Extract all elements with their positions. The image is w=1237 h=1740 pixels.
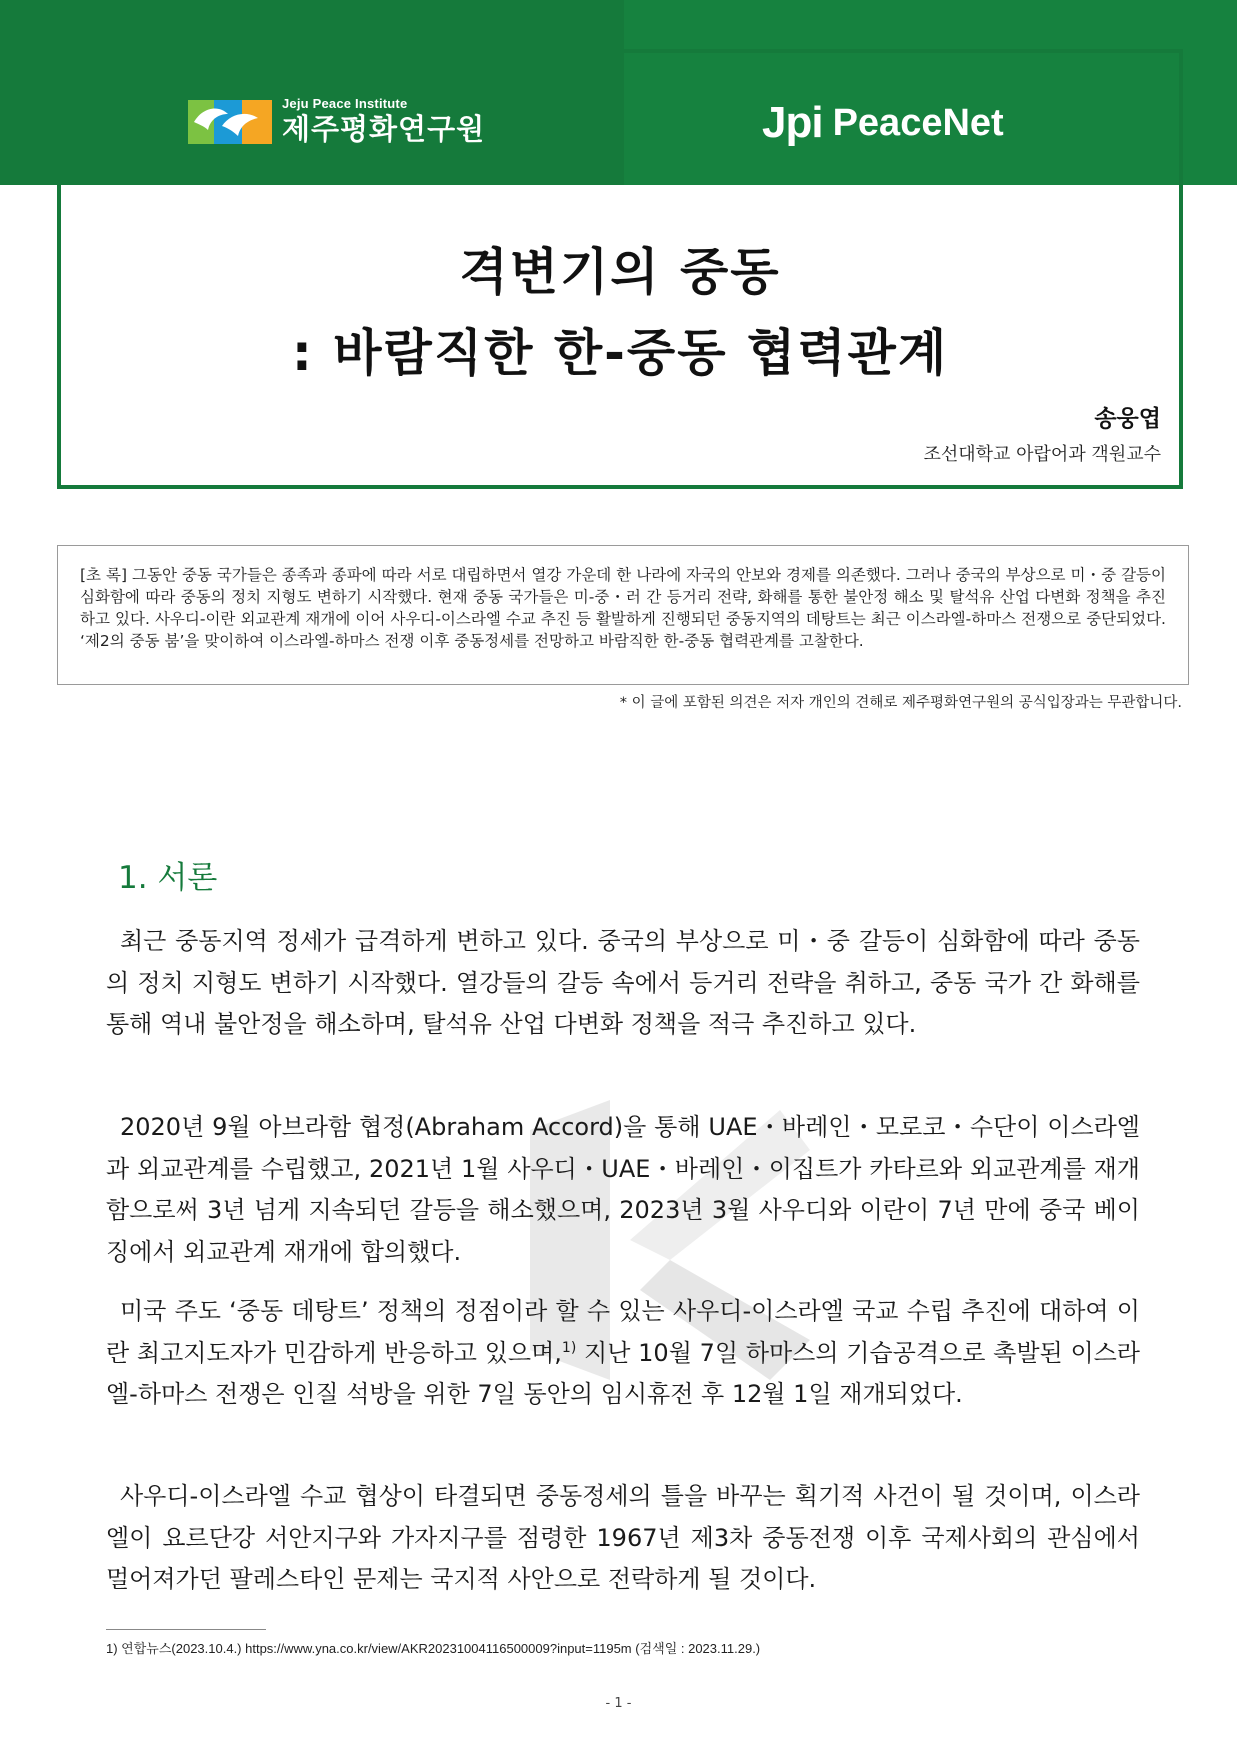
page-number: - 1 - [605, 1696, 632, 1711]
body-text: 미국 주도 ‘중동 데탕트’ 정책의 정점이라 할 수 있는 사우디-이스라엘 국교 수립 추진에 대하여 이란 최고지도자가 민감하게 반응하고 있으며, [106, 1297, 1140, 1367]
jeju-peace-institute-logo [188, 92, 485, 152]
footnote: 1) 연합뉴스(2023.10.4.) https://www.yna.co.kr/view/AKR20231004116500009?input=1195m (검색일 : 2023.11.29.) [106, 1641, 761, 1656]
author-affiliation: 조선대학교 아랍어과 객원교수 [923, 444, 1161, 465]
body-paragraph: 최근 중동지역 정세가 급격하게 변하고 있다. 중국의 부상으로 미・중 갈등이 심화함에 따라 중동의 정치 지형도 변하기 시작했다. 열강들의 갈등 속에서 등거리 전략을 취하고, 중동 국가 간 화해를 통해 역내 불안정을 해소하며, 탈석유 산업 다변화 정책을 적극 추진하고 있다. [106, 927, 1140, 1038]
institute-name-ko: 제주평화연구원 [282, 112, 486, 146]
body-text: 지난 10월 7일 하마스의 기습공격으로 촉발된 이스라엘-하마스 전쟁은 인질 석방을 위한 7일 동안의 임시휴전 후 12월 1일 재개되었다. [106, 1338, 1140, 1408]
footnote-divider [106, 1629, 266, 1630]
dove-logo-icon [188, 92, 272, 152]
document-title-line2: : 바람직한 한-중동 협력관계 [291, 324, 949, 382]
section-heading: 1. 서론 [118, 860, 218, 896]
author-name: 송웅엽 [1094, 406, 1161, 432]
abstract-box: [초 록] 그동안 중동 국가들은 종족과 종파에 따라 서로 대립하면서 열강 가운데 한 나라에 자국의 안보와 경제를 의존했다. 그러나 중국의 부상으로 미・중 갈등이 심화함에 따라 중동의 정치 지형도 변하기 시작했다. 현재 중동 국가들은 미-중・러 간 등거리 전략, 화해를 통한 불안정 해소 및 탈석유 산업 다변화 정책을 추진하고 있다. 사우디-이란 외교관계 재개에 이어 사우디-이스라엘 수교 추진 등 활발하게 진행되던 중동지역의 데탕트는 최근 이스라엘-하마스 전쟁으로 중단되었다. ‘제2의 중동 붐’을 맞이하여 이스라엘-하마스 전쟁 이후 중동정세를 전망하고 바람직한 한-중동 협력관계를 고찰한다. [57, 545, 1189, 685]
body-paragraph [106, 1291, 1140, 1416]
footnote-ref[interactable]: 1) [561, 1339, 577, 1356]
body-paragraph: 2020년 9월 아브라함 협정(Abraham Accord)을 통해 UAE・바레인・모로코・수단이 이스라엘과 외교관계를 수립했고, 2021년 1월 사우디・UAE・바레인・이집트가 카타르와 외교관계를 재개함으로써 3년 넘게 지속되던 갈등을 해소했으며, 2023년 3월 사우디와 이란이 7년 만에 중국 베이징에서 외교관계 재개에 합의했다. [106, 1113, 1140, 1266]
document-title-line1: 격변기의 중동 [459, 243, 781, 301]
body-paragraph: 사우디-이스라엘 수교 협상이 타결되면 중동정세의 틀을 바꾸는 획기적 사건이 될 것이며, 이스라엘이 요르단강 서안지구와 가자지구를 점령한 1967년 제3차 중동전쟁 이후 국제사회의 관심에서 멀어져가던 팔레스타인 문제는 국지적 사안으로 전락하게 될 것이다. [106, 1482, 1140, 1593]
institute-name-en: Jeju Peace Institute [282, 96, 408, 111]
jpi-wordmark: Jpi [762, 98, 823, 147]
disclaimer-note: * 이 글에 포함된 의견은 저자 개인의 견해로 제주평화연구원의 공식입장과는 무관합니다. [619, 695, 1182, 711]
peacenet-wordmark: PeaceNet [832, 101, 1004, 144]
peacenet-logo [762, 98, 1004, 148]
